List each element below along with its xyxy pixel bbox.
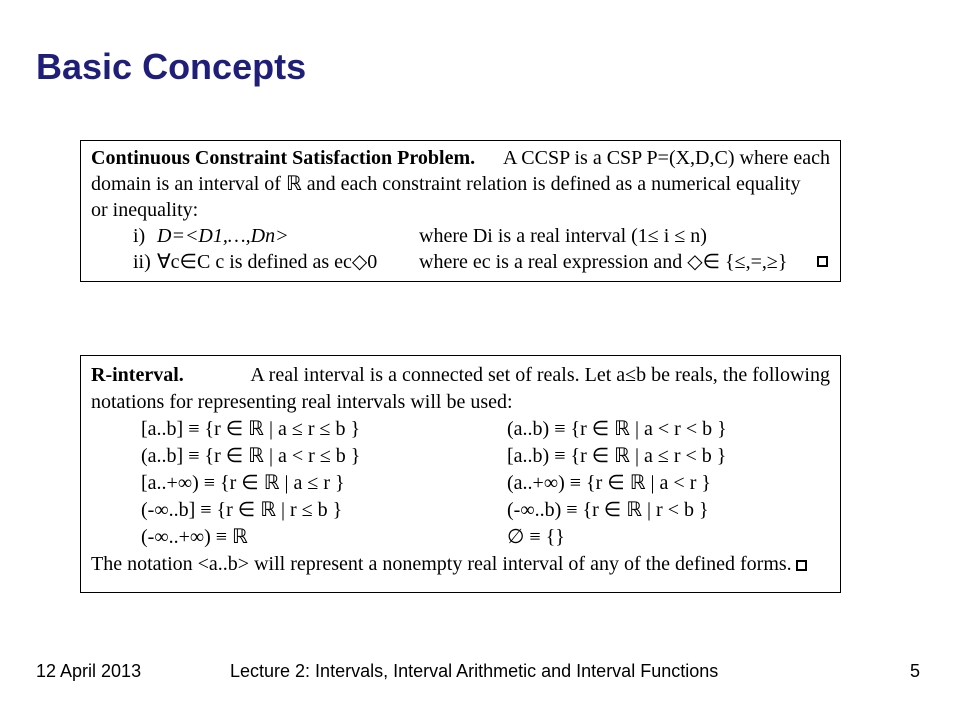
interval-row [91, 416, 830, 443]
interval-right: ∅ ≡ {} [507, 526, 565, 548]
interval-right: (a..+∞) ≡ {r ∈ ℝ | a < r } [507, 472, 711, 494]
ccsp-item-1-where: where Di is a real interval (1≤ i ≤ n) [419, 225, 707, 247]
ccsp-line-2: domain is an interval of ℝ and each constraint relation is defined as a numerical equality [91, 173, 801, 195]
interval-left: (-∞..b] ≡ {r ∈ ℝ | r ≤ b } [141, 499, 343, 521]
interval-row [91, 497, 830, 524]
qed-square-icon [796, 560, 807, 571]
ccsp-item-2 [91, 249, 830, 275]
ccsp-item-2-expr: ∀c∈C c is defined as ec◇0 [157, 251, 378, 273]
ccsp-heading: Continuous Constraint Satisfaction Problem. [91, 147, 476, 169]
interval-right: (-∞..b) ≡ {r ∈ ℝ | r < b } [507, 499, 709, 521]
interval-left: [a..b] ≡ {r ∈ ℝ | a ≤ r ≤ b } [141, 418, 361, 440]
ccsp-definition-box [80, 140, 841, 282]
interval-row [91, 470, 830, 497]
interval-row [91, 524, 830, 551]
ccsp-item-1 [91, 223, 830, 249]
interval-right: [a..b) ≡ {r ∈ ℝ | a ≤ r < b } [507, 445, 727, 467]
ccsp-line-1-text: A CCSP is a CSP P=(X,D,C) where each [502, 147, 830, 169]
r-interval-last-line [91, 551, 830, 578]
r-interval-line-1-text: A real interval is a connected set of reals. Let a≤b be reals, the following [250, 364, 830, 386]
r-interval-line-2: notations for representing real intervals will be used: [91, 391, 513, 413]
slide-title: Basic Concepts [36, 46, 307, 87]
interval-row [91, 443, 830, 470]
footer-date: 12 April 2013 [36, 661, 142, 681]
ccsp-line-1 [91, 145, 830, 171]
interval-left: [a..+∞) ≡ {r ∈ ℝ | a ≤ r } [141, 472, 345, 494]
r-interval-heading: R-interval. [91, 364, 184, 386]
r-interval-line-1 [91, 362, 830, 389]
ccsp-item-2-where: where ec is a real expression and ◇∈ {≤,=,≥} [419, 251, 788, 273]
interval-left: (a..b] ≡ {r ∈ ℝ | a < r ≤ b } [141, 445, 361, 467]
r-interval-last-line-text: The notation <a..b> will represent a nonempty real interval of any of the defined forms. [91, 553, 792, 575]
ccsp-item-1-label: i) [133, 225, 146, 247]
ccsp-item-2-label: ii) [133, 251, 151, 273]
footer-lecture-title: Lecture 2: Intervals, Interval Arithmetic and Interval Functions [230, 661, 719, 681]
interval-left: (-∞..+∞) ≡ ℝ [141, 526, 248, 548]
qed-square-icon [817, 256, 828, 267]
footer-page-number: 5 [910, 661, 921, 681]
ccsp-item-1-expr: D=<D1,…,Dn> [157, 225, 289, 247]
r-interval-definition-box [80, 355, 841, 593]
interval-right: (a..b) ≡ {r ∈ ℝ | a < r < b } [507, 418, 727, 440]
ccsp-line-3: or inequality: [91, 199, 199, 221]
